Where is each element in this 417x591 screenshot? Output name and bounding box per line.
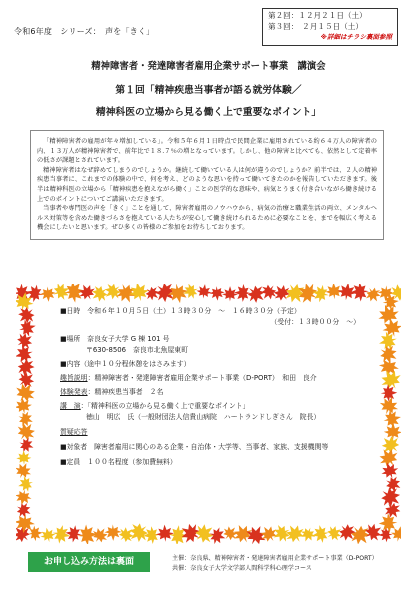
maple-leaf-icon — [196, 284, 213, 299]
schedule-ref: ※詳細はチラシ裏面参照 — [320, 33, 392, 41]
lecturer-text: 徳山 明広 氏（一般財団法人信貴山病院 ハートランドしぎさん 院長） — [86, 413, 321, 421]
maple-leaf-icon — [379, 460, 401, 481]
event-details — [60, 306, 360, 468]
organizers — [172, 554, 402, 574]
maple-leaf-icon — [311, 284, 331, 304]
schedule-line-3: 第３回： ２月１５日（土） — [268, 21, 363, 31]
maple-leaf-icon — [64, 524, 83, 543]
qa-label: 質疑応答 — [60, 428, 88, 436]
cohost-line: 共催：奈良女子大学文学部人間科学科心理学コース — [172, 565, 312, 572]
maple-leaf-icon — [378, 527, 393, 543]
maple-leaf-icon — [310, 524, 330, 544]
detail-address: 〒630-8506 奈良市北魚屋東町 — [86, 346, 189, 354]
purpose-label: 趣旨説明 — [60, 374, 88, 382]
schedule-line-2: 第２回：１２月２１日（土） — [268, 11, 367, 20]
report-text: ：精神疾患当事者 ２名 — [87, 388, 164, 396]
purpose-text: ：精神障害者・発達障害者雇用企業サポート事業（D-PORT） 和田 良介 — [87, 374, 317, 382]
schedule-box — [262, 8, 398, 46]
lecture-title-1: 第１回「精神疾患当事者が語る就労体験／ — [115, 85, 302, 96]
maple-leaf-icon — [16, 396, 33, 415]
maple-leaf-icon — [16, 409, 36, 430]
detail-reception: （受付：１３時００分 ～） — [270, 318, 360, 326]
maple-leaf-icon — [75, 284, 98, 303]
lecture-text: ：「精神科医の立場から見る働く上で重要なポイント」 — [80, 402, 250, 410]
report-label: 体験発表 — [60, 388, 88, 396]
lecture-label: 講 演 — [60, 402, 81, 410]
detail-target: ■対象者 障害者雇用に関心のある企業・自治体・大学等、当事者、家族、支援機関等 — [60, 443, 329, 451]
intro-box — [30, 130, 384, 240]
apply-banner: お申し込み方法は裏面 — [28, 552, 150, 572]
org-title: 精神障害者・発達障害者雇用企業サポート事業 講演会 — [91, 61, 326, 72]
host-line: 主催：奈良県、精神障害者・発達障害者雇用企業サポート事業（D-PORT） — [172, 555, 378, 562]
intro-paragraph-1: 「精神障害者の雇用が年々増加している」。令和５年６月１日時点で民間企業に雇用されている約６４万人の障害者の内、１３万人が精神障害者で、前年比で１８.７％の増となっています。しかし、他の障害と比べても、依然として定着率の低さが課題とされています。 — [37, 138, 377, 165]
maple-leaf-icon — [39, 286, 56, 303]
lecture-title-2: 精神科医の立場から見る働く上で重要なポイント」 — [95, 107, 322, 118]
maple-leaf-icon — [222, 286, 238, 301]
detail-venue: ■場所 奈良女子大学 G 棟 101 号 — [60, 335, 170, 343]
detail-capacity: ■定員 １００名程度（参加費無料） — [60, 458, 177, 466]
maple-leaf-icon — [39, 526, 57, 543]
series-title: 令和6年度 シリーズ： 声を「きく」 — [14, 27, 155, 36]
maple-leaf-icon — [16, 488, 33, 507]
maple-leaf-icon — [155, 524, 174, 542]
maple-leaf-icon — [234, 284, 252, 302]
detail-date: ■日時 令和６年１０月５日（土）１３時３０分 ～ １６時３０分（予定） — [60, 307, 301, 315]
intro-paragraph-3: 当事者や専門医の声を「きく」ことを通して、障害者雇用のノウハウから、病気の治療と職業生活の両立、メンタルヘルス対策等を含めた働きづらさを抱えている人たちが安心して働き続けられるために必要なことを、までを幅広く考える機会にしたいと思います。ぜひ多くの皆様のご参加をお待ちしております。 — [37, 205, 377, 232]
maple-leaf-icon — [16, 450, 31, 465]
maple-leaf-icon — [209, 286, 225, 302]
intro-paragraph-2: 精神障害者はなぜ辞めてしまうのでしょうか。継続して働いている人は何が違うのでしょうか？前半では、２人の精神疾患当事者に、これまでの体験の中で、何を考え、どのような思いを持って働いてきたのかを報告していただきます。後半は精神科医の立場から「精神疾患を抱えながら働く」ことの医学的な意味や、病気とうまく付き合いながら働き続ける上でのポイントについてご講演いただきます。 — [37, 166, 377, 203]
maple-leaf-icon — [362, 284, 384, 305]
detail-content: ■内容（途中１０分程休憩をはさみます） — [60, 360, 191, 368]
maple-leaf-icon — [104, 524, 122, 541]
